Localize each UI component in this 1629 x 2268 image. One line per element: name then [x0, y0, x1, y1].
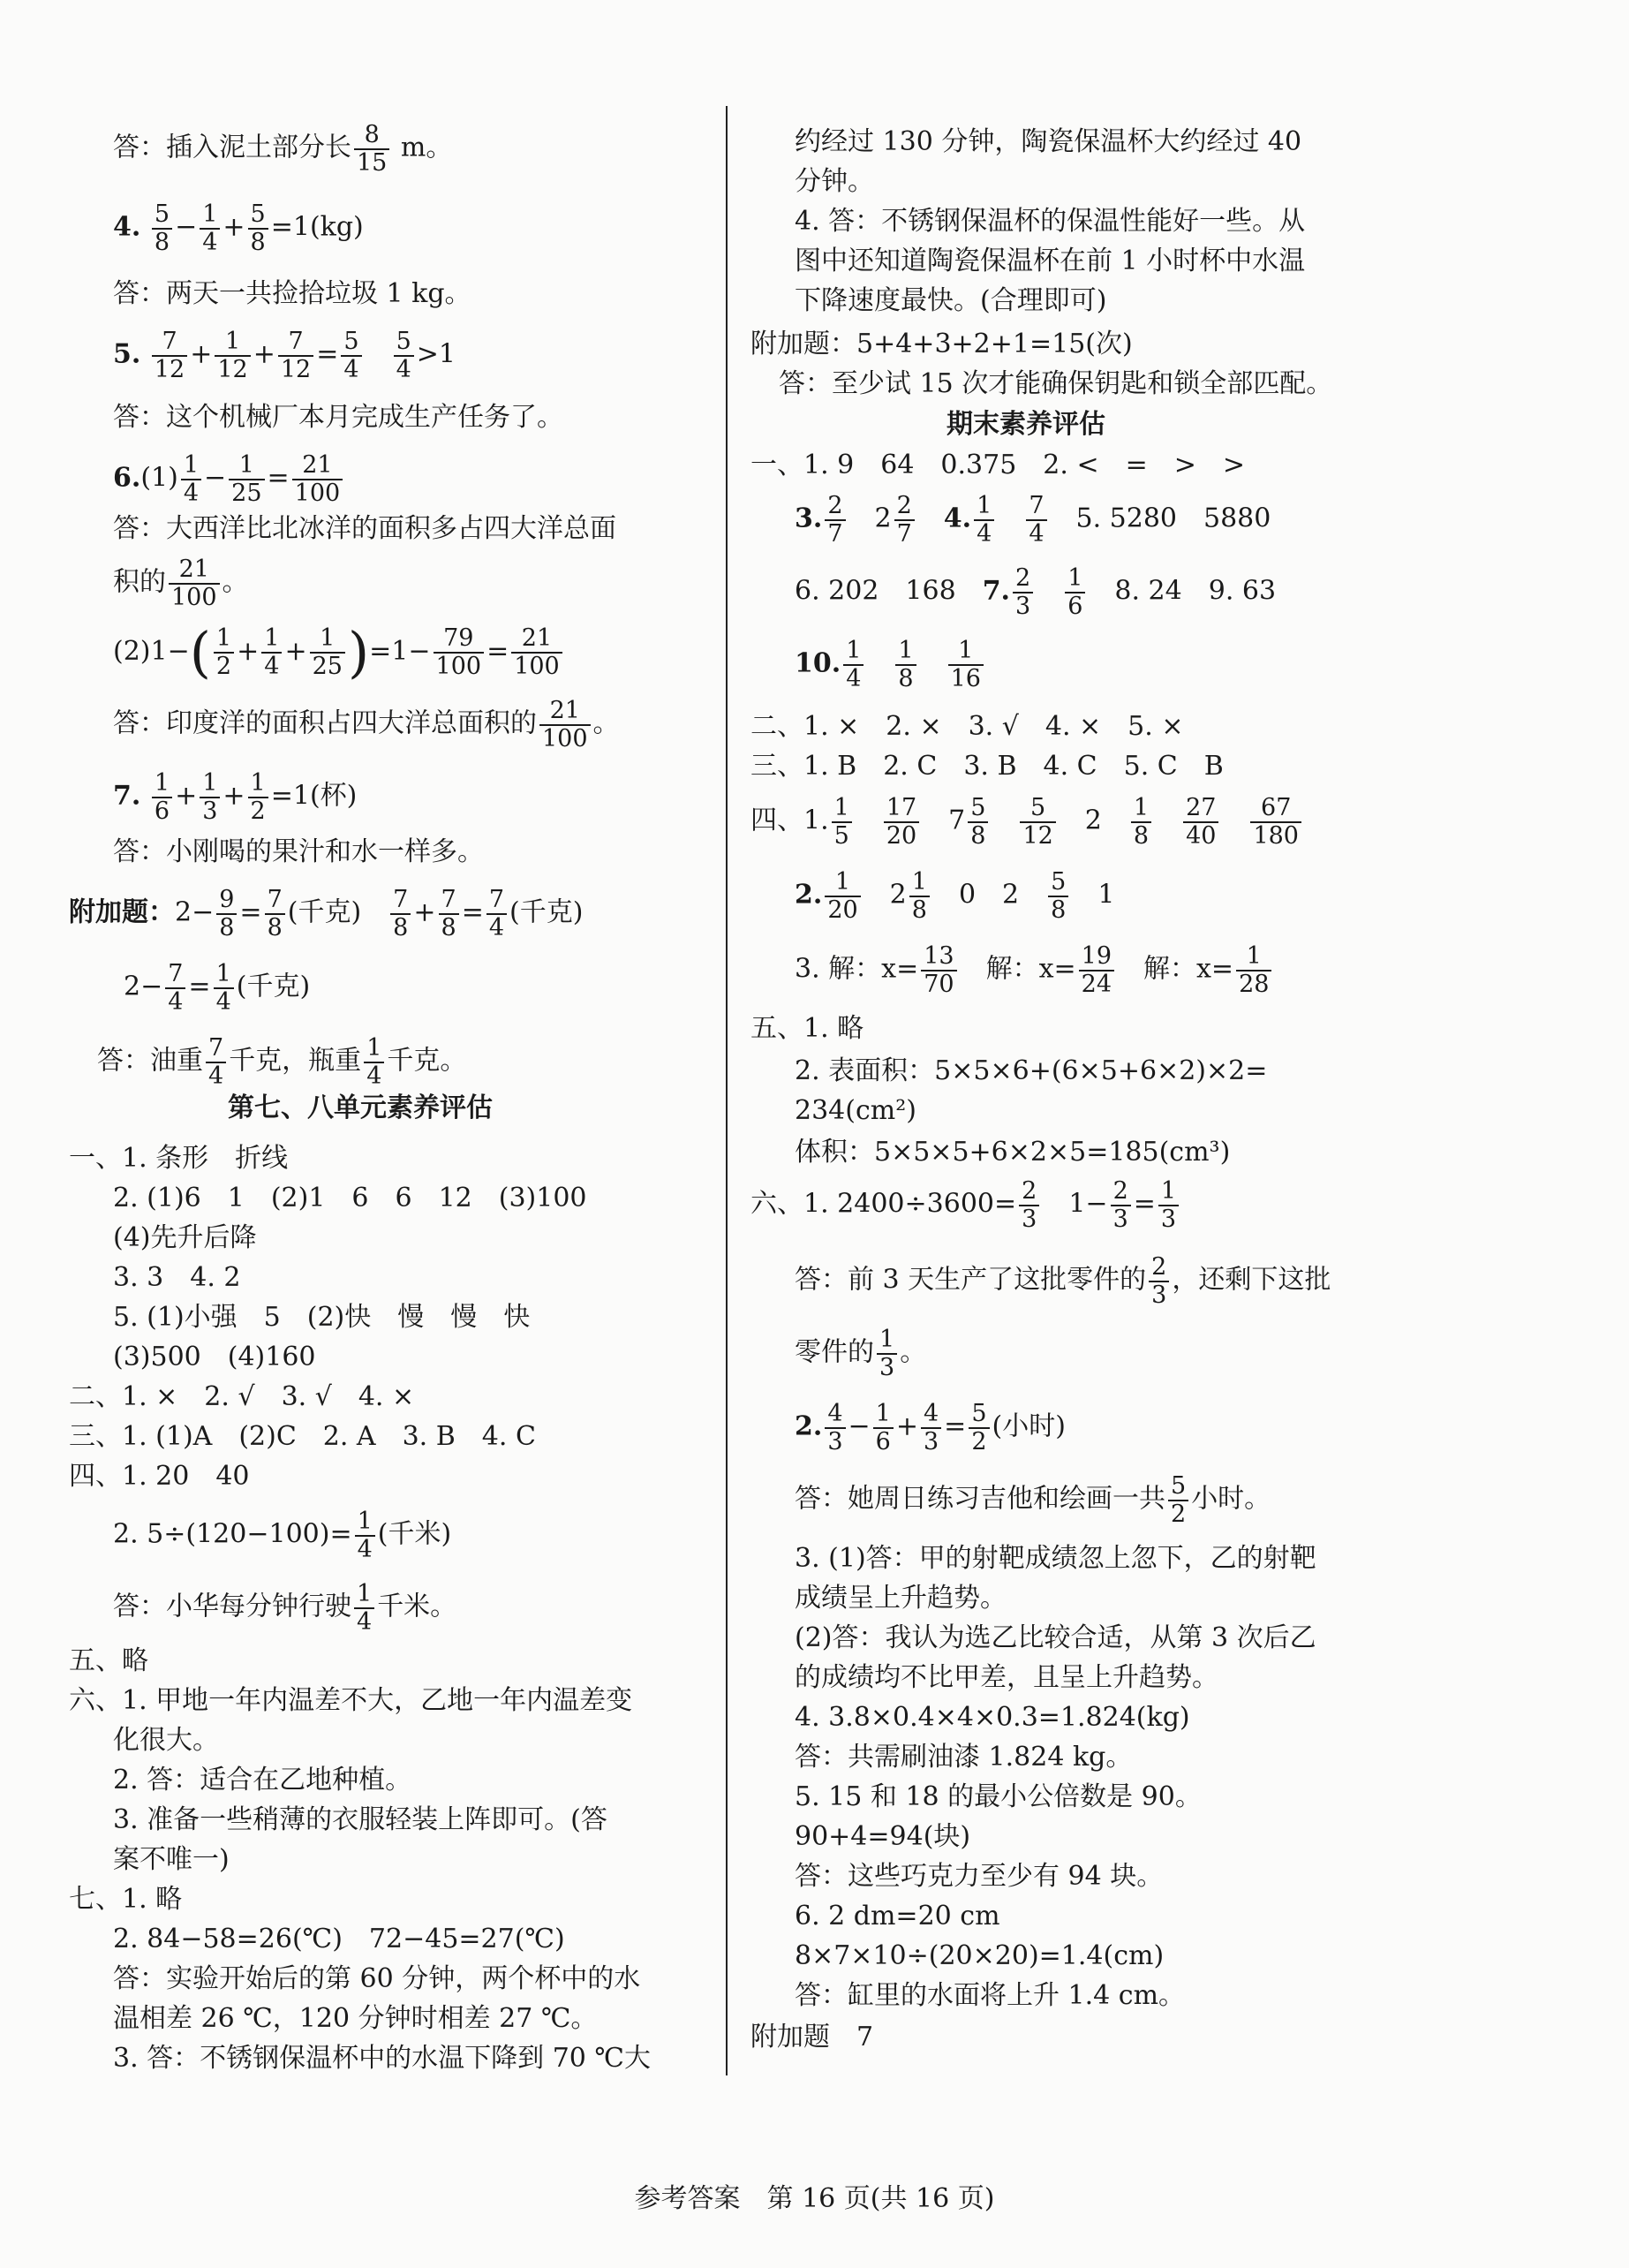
answer-line: 8×7×10÷(20×20)=1.4(cm): [795, 1940, 1165, 1971]
bonus-problem: 附加题：2− $\frac{9}{8}$ = $\frac{7}{8}$ (千克) $\frac{7}{8}$ + $\frac{7}{8}$ = $\frac{7}{4}$ (千克): [69, 886, 584, 941]
answer-line: 5. (1)小强 5 (2)快 慢 慢 快: [113, 1302, 531, 1333]
answer-line: 2. $\frac{1}{20}$ 2 $\frac{1}{8}$ 0 2 $\frac{5}{8}$ 1: [795, 868, 1115, 924]
answer-line: 案不唯一): [113, 1844, 230, 1875]
answer-line: 2. $\frac{4}{3}$ − $\frac{1}{6}$ + $\frac{4}{3}$ = $\frac{5}{2}$ (小时): [795, 1400, 1066, 1455]
answer-line: 2. (1)6 1 (2)1 6 6 12 (3)100: [113, 1183, 587, 1213]
answer-line: 答：这些巧克力至少有 94 块。: [795, 1861, 1164, 1892]
answer-line: 三、1. (1)A (2)C 2. A 3. B 4. C: [69, 1421, 536, 1452]
answer-line: 积的 $\frac{21}{100}$ 。: [113, 556, 249, 611]
problem-6: 6.(1) $\frac{1}{4}$ − $\frac{1}{25}$ = $\frac{21}{100}$: [113, 452, 345, 506]
answer-line: 3. 答：不锈钢保温杯中的水温下降到 70 ℃大: [113, 2043, 651, 2074]
answer-line: 答：大西洋比北冰洋的面积多占四大洋总面: [113, 513, 616, 544]
answer-line: 六、1. 甲地一年内温差不大，乙地一年内温差变: [69, 1685, 633, 1716]
answer-line: 6. 202 168 7. $\frac{2}{3}$ $\frac{1}{6}$ 8. 24 9. 63: [795, 564, 1277, 620]
answer-line: 三、1. B 2. C 3. B 4. C 5. C B: [750, 751, 1224, 782]
answer-line: 五、1. 略: [750, 1013, 864, 1044]
answer-line: 4. 3.8×0.4×4×0.3=1.824(kg): [795, 1702, 1190, 1733]
answer-line: 四、1. 20 40: [69, 1461, 250, 1492]
answer-line: 六、1. 2400÷3600= $\frac{2}{3}$ 1− $\frac{2}{3}$ = $\frac{1}{3}$: [750, 1178, 1181, 1232]
answer-line: 答：插入泥土部分长 $\frac{8}{15}$ m。: [113, 121, 453, 177]
bonus-problem-line2: 2− $\frac{7}{4}$ = $\frac{1}{4}$ (千克): [124, 960, 311, 1016]
answer-line: 答：这个机械厂本月完成生产任务了。: [113, 402, 563, 433]
answer-line: 零件的 $\frac{1}{3}$ 。: [795, 1326, 927, 1381]
answer-line: 6. 2 dm=20 cm: [795, 1901, 1000, 1932]
answer-line: 10. $\frac{1}{4}$ $\frac{1}{8}$ $\frac{1}{16}$: [795, 638, 986, 692]
section-title: 期末素养评估: [946, 409, 1105, 440]
answer-line: 的成绩均不比甲差，且呈上升趋势。: [795, 1662, 1218, 1693]
answer-line: 答：缸里的水面将上升 1.4 cm。: [795, 1980, 1186, 2011]
answer-line: 七、1. 略: [69, 1884, 183, 1915]
answer-line: 答：油重 $\frac{7}{4}$ 千克，瓶重 $\frac{1}{4}$ 千克。: [97, 1034, 467, 1090]
answer-line: 附加题 7: [750, 2022, 874, 2053]
answer-line: 体积：5×5×5+6×2×5=185(cm³): [795, 1137, 1231, 1168]
answer-line: 二、1. × 2. √ 3. √ 4. ×: [69, 1381, 415, 1412]
answer-line: 3. 3 4. 2: [113, 1262, 241, 1293]
answer-line: 答：小刚喝的果汁和水一样多。: [113, 836, 484, 867]
answer-line: 答：共需刷油漆 1.824 kg。: [795, 1742, 1133, 1773]
answer-line: 3. 解：x= $\frac{13}{70}$ 解：x= $\frac{19}{24}$ 解：x= $\frac{1}{28}$: [795, 943, 1274, 997]
answer-line: 化很大。: [113, 1725, 219, 1756]
answer-line: 四、1. $\frac{1}{5}$ $\frac{17}{20}$ 7 $\frac{5}{8}$ $\frac{5}{12}$ 2 $\frac{1}{8}$ $\frac{27}{40}$ $\frac{67}{180}$: [750, 795, 1304, 849]
answer-line: 约经过 130 分钟，陶瓷保温杯大约经过 40: [795, 126, 1302, 157]
answer-line: 一、1. 9 64 0.375 2. < = > >: [750, 450, 1246, 480]
answer-line: 2. 表面积：5×5×6+(6×5+6×2)×2=: [795, 1055, 1268, 1086]
answer-line: (3)500 (4)160: [113, 1342, 316, 1372]
answer-line: 234(cm²): [795, 1095, 916, 1126]
answer-line: 2. 84−58=26(℃) 72−45=27(℃): [113, 1924, 565, 1954]
answer-line: 温相差 26 ℃，120 分钟时相差 27 ℃。: [113, 2003, 598, 2034]
answer-line: 答：小华每分钟行驶 $\frac{1}{4}$ 千米。: [113, 1580, 457, 1636]
answer-line: (2)答：我认为选乙比较合适，从第 3 次后乙: [795, 1622, 1316, 1653]
section-title: 第七、八单元素养评估: [228, 1092, 493, 1123]
answer-line: 答：至少试 15 次才能确保钥匙和锁全部匹配。: [779, 368, 1333, 399]
answer-line: 下降速度最快。(合理即可): [795, 285, 1107, 316]
answer-line: 2. 5÷(120−100)= $\frac{1}{4}$ (千米): [113, 1508, 452, 1563]
answer-line: 3. (1)答：甲的射靶成绩忽上忽下，乙的射靶: [795, 1543, 1316, 1574]
answer-line: 成绩呈上升趋势。: [795, 1583, 1007, 1614]
answer-line: 答：她周日练习吉他和绘画一共 $\frac{5}{2}$ 小时。: [795, 1472, 1271, 1528]
answer-line: 3. 准备一些稍薄的衣服轻装上阵即可。(答: [113, 1804, 607, 1835]
answer-line: 分钟。: [795, 166, 874, 197]
column-divider: [726, 106, 728, 2075]
answer-line: 附加题：5+4+3+2+1=15(次): [750, 329, 1133, 359]
problem-7: 7. $\frac{1}{6}$ + $\frac{1}{3}$ + $\frac{1}{2}$ =1(杯): [113, 769, 358, 825]
answer-line: 二、1. × 2. × 3. √ 4. × 5. ×: [750, 711, 1184, 742]
answer-line: 90+4=94(块): [795, 1821, 971, 1852]
answer-line: 答：前 3 天生产了这批零件的 $\frac{2}{3}$ ，还剩下这批: [795, 1253, 1331, 1309]
problem-4: 4. $\frac{5}{8}$ − $\frac{1}{4}$ + $\frac{5}{8}$ =1(kg): [113, 200, 364, 256]
answer-line: 答：两天一共捡拾垃圾 1 kg。: [113, 278, 471, 309]
problem-5: 5. $\frac{7}{12}$ + $\frac{1}{12}$ + $\frac{7}{12}$ = $\frac{5}{4}$ $\frac{5}{4}$ >1: [113, 328, 456, 383]
answer-line: (4)先升后降: [113, 1222, 257, 1253]
answer-line: 答：实验开始后的第 60 分钟，两个杯中的水: [113, 1963, 641, 1994]
answer-line: 五、略: [69, 1645, 148, 1676]
answer-line: 3. $\frac{2}{7}$ 2 $\frac{2}{7}$ 4. $\frac{1}{4}$ $\frac{7}{4}$ 5. 5280 5880: [795, 492, 1271, 548]
answer-line: 图中还知道陶瓷保温杯在前 1 小时杯中水温: [795, 246, 1306, 276]
page-footer: 参考答案 第 16 页(共 16 页): [634, 2183, 995, 2214]
answer-line: 一、1. 条形 折线: [69, 1143, 289, 1174]
problem-6-part2: (2)1−( $\frac{1}{2}$ + $\frac{1}{4}$ + $\frac{1}{25}$ )=1− $\frac{79}{100}$ = $\frac{21}{100}$: [113, 625, 565, 680]
answer-line: 答：印度洋的面积占四大洋总面积的 $\frac{21}{100}$ 。: [113, 697, 620, 752]
answer-line: 2. 答：适合在乙地种植。: [113, 1765, 412, 1796]
answer-line: 4. 答：不锈钢保温杯的保温性能好一些。从: [795, 206, 1306, 237]
answer-line: 5. 15 和 18 的最小公倍数是 90。: [795, 1781, 1202, 1812]
